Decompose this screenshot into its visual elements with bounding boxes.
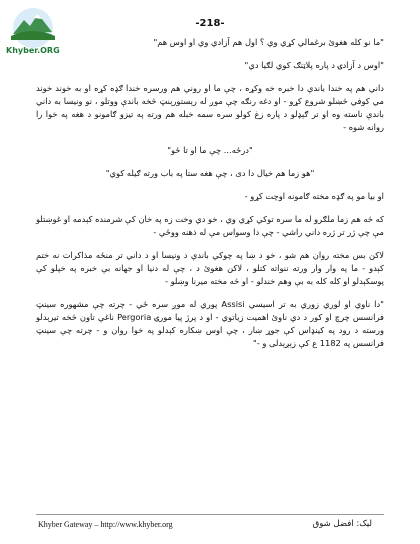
paragraph: او بيا مو په ګډه مخته ګامونه اوچت کړو - — [244, 191, 384, 201]
article-body — [36, 36, 384, 350]
footer-source-link[interactable]: Khyber Gateway – http://www.khyber.org — [38, 520, 173, 529]
paragraph: "دا ناوي او لوري زوري به تر اسيسي Assisi پوري له موږ سره ځي - چرته چې مشهوره سينټ فرانسس چرچ او کور د دي ناوئ اهميت زياتوي - او د پرژ پيا مورۍ Pergoria ناغي تاون څخه تيرېدلو ورسته د رود په کينډاس کې جوړ ښار ، چې اوس ښکاره کېدلو په خوا روان و - چرته چې سينټ فرانسس په 1182 ع کې زېږېدلی و -" — [36, 299, 384, 348]
paragraph: لاکن بس مخته روان هم شو ، خو د ښا په چوکي باندې د ونيسا او د داني تر منځه مذاکرات نه ختم کېدو - ما په وار وار ورته ننواته کتلو ، لاکن هغوئ د ، چې له دنيا او جهانه بې خبره په خپلو کې پوسکېدلو او کله کله به بې وهم خندلو - او څه مخته ميرنا وښلو - — [36, 250, 384, 286]
footer-author: ليک: افضل شوق — [312, 519, 372, 529]
paragraph: "اوس د آزادۍ د پاره پلاټنګ کوي لګيا دي" — [244, 60, 384, 70]
paragraph: "ما نو کله هغوئ برغمالي کړي وي ؟ اول هم آزادي وي او اوس هم" — [153, 37, 384, 47]
paragraph: داني هم په خندا باندې دا خبره خه وکړه ، چې ما او روني هم ورسره خندا ګډه کړه او به خوند خوند مي کوفي څښلو شروع کړو - او دغه رنګه چې موږ له رېستورېنټ څخه باندې ووتلو ، نو ونيسا به داني باندې ناسته وه او تر ګېډلو د پاره زغ کولو سره سمه خبله هم ورته په تيزو ګامونو د هغه په خوا را روانه شوه - — [36, 83, 384, 132]
footer-divider — [36, 514, 384, 515]
page-number: -218- — [195, 18, 225, 29]
paragraph: "درځه... چې ما او تا ځو" — [167, 145, 253, 155]
page-footer — [0, 514, 420, 534]
logo-text: Khyber.ORG — [6, 46, 60, 55]
paragraph: که څه هم زما ملګرو له ما سره توکي کړي وي ، خو دي وخت زه په خان کې شرمنده کېدمه او غوښتلو مې چې ژر تر ژره داني راشي - چې دا وسواس مې له ذهنه ووځي - — [36, 214, 384, 237]
paragraph: "هو زما هم خيال دا دی ، چې هغه ستا په باب ورته ګيله کوي" — [105, 168, 315, 178]
